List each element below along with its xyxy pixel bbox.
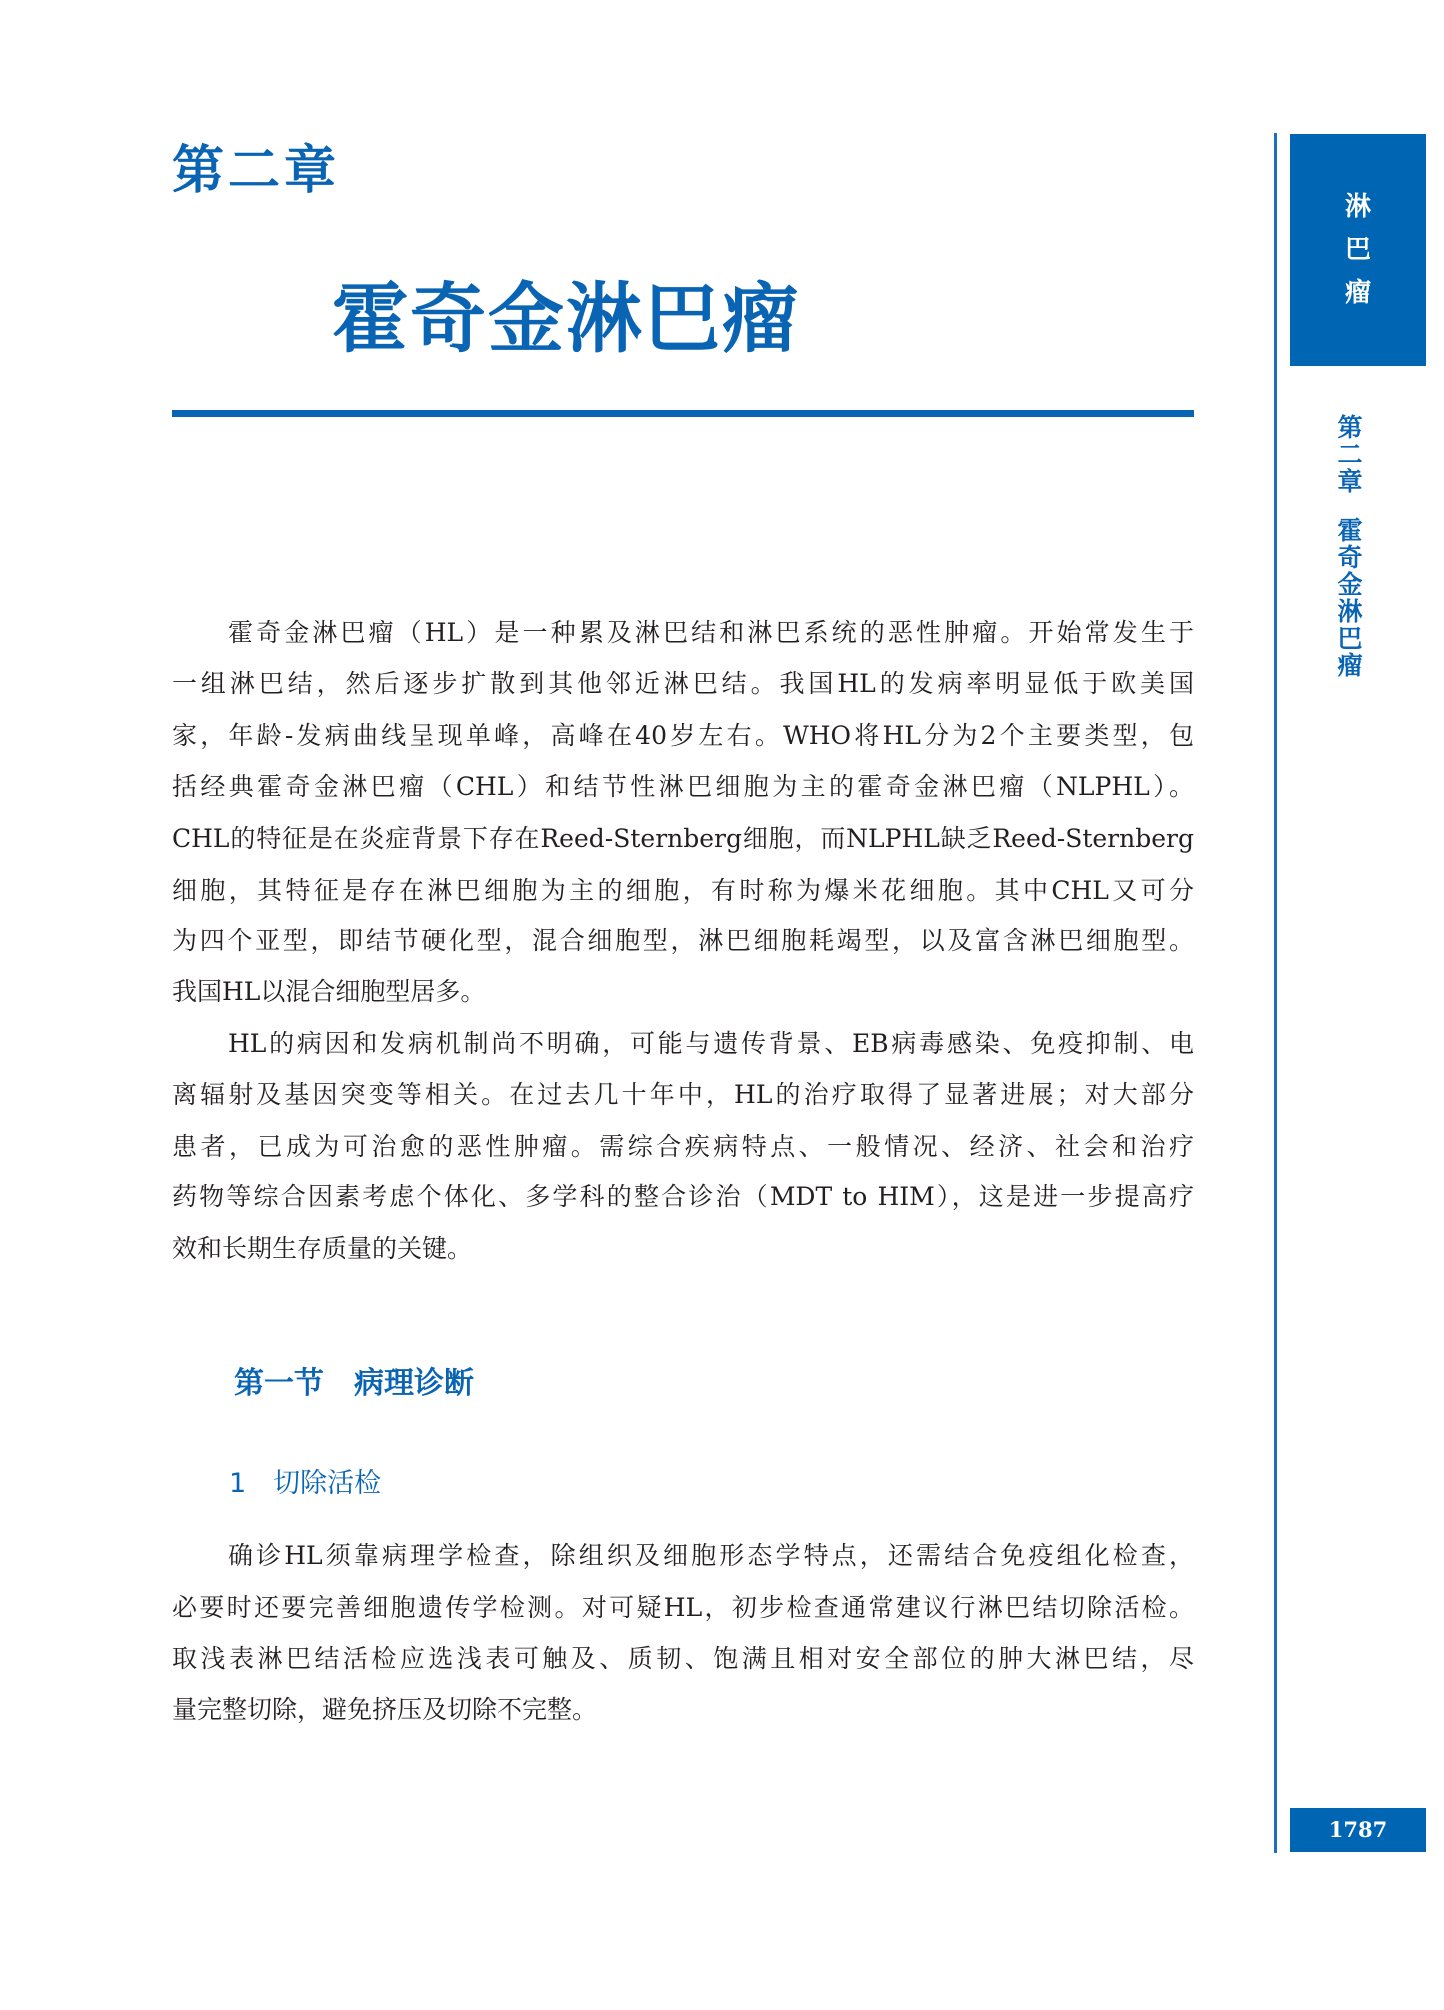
text-line: 患者，已成为可治愈的恶性肿瘤。需综合疾病特点、一般情况、经济、社会和治疗 xyxy=(172,1132,1194,1161)
running-title-char: 第 xyxy=(1337,413,1363,442)
text-line: 为四个亚型，即结节硬化型，混合细胞型，淋巴细胞耗竭型，以及富含淋巴细胞型。 xyxy=(172,926,1194,955)
side-tab-char: 淋 xyxy=(1344,192,1371,222)
section-heading: 第一节 病理诊断 xyxy=(234,1366,474,1401)
margin-rule xyxy=(1274,133,1277,1853)
page-number: 1787 xyxy=(1290,1808,1426,1852)
text-line: 括经典霍奇金淋巴瘤（CHL）和结节性淋巴细胞为主的霍奇金淋巴瘤（NLPHL）。 xyxy=(172,772,1194,801)
text-line: 效和长期生存质量的关键。 xyxy=(172,1234,473,1263)
running-title-char: 霍 xyxy=(1337,516,1363,545)
text-line: HL的病因和发病机制尚不明确，可能与遗传背景、EB病毒感染、免疫抑制、电 xyxy=(228,1029,1194,1058)
chapter-title: 霍奇金淋巴瘤 xyxy=(332,274,800,363)
side-tab-char: 瘤 xyxy=(1344,278,1371,308)
running-title-gap xyxy=(1330,495,1370,517)
text-line: 必要时还要完善细胞遗传学检测。对可疑HL，初步检查通常建议行淋巴结切除活检。 xyxy=(172,1593,1194,1622)
text-line: 量完整切除，避免挤压及切除不完整。 xyxy=(172,1695,598,1724)
chapter-number: 第二章 xyxy=(172,141,341,201)
title-divider xyxy=(172,410,1194,417)
text-line: 离辐射及基因突变等相关。在过去几十年中，HL的治疗取得了显著进展；对大部分 xyxy=(172,1080,1194,1109)
side-tab-char: 巴 xyxy=(1344,235,1371,265)
running-title-char: 二 xyxy=(1337,440,1363,469)
text-line: 确诊HL须靠病理学检查，除组织及细胞形态学特点，还需结合免疫组化检查， xyxy=(228,1541,1194,1570)
running-title-char: 章 xyxy=(1337,467,1363,496)
running-title-char: 金 xyxy=(1337,570,1363,599)
running-title-char: 瘤 xyxy=(1337,651,1363,680)
text-line: CHL的特征是在炎症背景下存在Reed-Sternberg细胞，而NLPHL缺乏Reed-Sternberg xyxy=(172,824,1194,853)
text-line: 霍奇金淋巴瘤（HL）是一种累及淋巴结和淋巴系统的恶性肿瘤。开始常发生于 xyxy=(228,618,1194,647)
side-tab xyxy=(1290,134,1426,366)
text-line: 我国HL以混合细胞型居多。 xyxy=(172,977,486,1006)
subsection-heading: 1 切除活检 xyxy=(229,1468,382,1499)
running-title-char: 淋 xyxy=(1337,597,1363,626)
text-line: 一组淋巴结，然后逐步扩散到其他邻近淋巴结。我国HL的发病率明显低于欧美国 xyxy=(172,669,1194,698)
text-line: 家，年龄-发病曲线呈现单峰，高峰在40岁左右。WHO将HL分为2个主要类型，包 xyxy=(172,721,1194,750)
text-line: 细胞，其特征是存在淋巴细胞为主的细胞，有时称为爆米花细胞。其中CHL又可分 xyxy=(172,876,1194,905)
running-title-char: 奇 xyxy=(1337,543,1363,572)
text-line: 取浅表淋巴结活检应选浅表可触及、质韧、饱满且相对安全部位的肿大淋巴结，尽 xyxy=(172,1644,1194,1673)
running-title-char: 巴 xyxy=(1337,624,1363,653)
text-line: 药物等综合因素考虑个体化、多学科的整合诊治（MDT to HIM），这是进一步提高疗 xyxy=(172,1182,1194,1211)
running-title xyxy=(1330,414,1370,679)
